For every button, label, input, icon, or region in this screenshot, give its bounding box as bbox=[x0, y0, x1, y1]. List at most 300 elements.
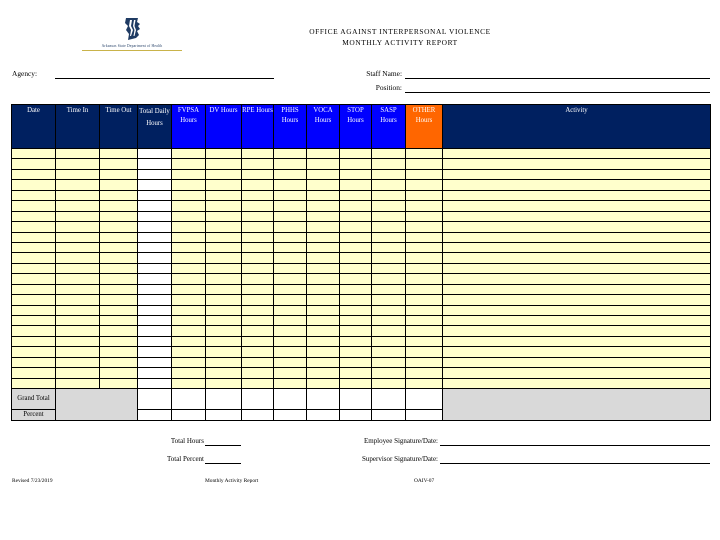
grand-total-fvpsa[interactable] bbox=[172, 389, 206, 410]
cell-stop-hours[interactable] bbox=[340, 211, 372, 221]
cell-phhs-hours[interactable] bbox=[274, 274, 307, 284]
cell-sasp-hours[interactable] bbox=[372, 316, 406, 326]
cell-fvpsa-hours[interactable] bbox=[172, 326, 206, 336]
cell-other-hours[interactable] bbox=[406, 211, 443, 221]
cell-time-in[interactable] bbox=[56, 305, 100, 315]
cell-phhs-hours[interactable] bbox=[274, 378, 307, 388]
cell-time-in[interactable] bbox=[56, 357, 100, 367]
cell-time-out[interactable] bbox=[100, 190, 138, 200]
cell-activity[interactable] bbox=[443, 378, 711, 388]
cell-phhs-hours[interactable] bbox=[274, 232, 307, 242]
cell-activity[interactable] bbox=[443, 242, 711, 252]
percent-stop[interactable] bbox=[340, 410, 372, 421]
cell-dv-hours[interactable] bbox=[206, 242, 242, 252]
percent-voca[interactable] bbox=[307, 410, 340, 421]
cell-voca-hours[interactable] bbox=[307, 305, 340, 315]
cell-time-out[interactable] bbox=[100, 305, 138, 315]
cell-voca-hours[interactable] bbox=[307, 232, 340, 242]
cell-total-daily-hours[interactable] bbox=[138, 169, 172, 179]
cell-date[interactable] bbox=[12, 211, 56, 221]
cell-activity[interactable] bbox=[443, 336, 711, 346]
cell-rpe-hours[interactable] bbox=[242, 378, 274, 388]
cell-sasp-hours[interactable] bbox=[372, 211, 406, 221]
cell-time-in[interactable] bbox=[56, 316, 100, 326]
cell-phhs-hours[interactable] bbox=[274, 253, 307, 263]
grand-total-rpe[interactable] bbox=[242, 389, 274, 410]
cell-activity[interactable] bbox=[443, 232, 711, 242]
cell-total-daily-hours[interactable] bbox=[138, 211, 172, 221]
cell-total-daily-hours[interactable] bbox=[138, 305, 172, 315]
cell-rpe-hours[interactable] bbox=[242, 316, 274, 326]
cell-fvpsa-hours[interactable] bbox=[172, 316, 206, 326]
cell-voca-hours[interactable] bbox=[307, 336, 340, 346]
cell-other-hours[interactable] bbox=[406, 274, 443, 284]
cell-other-hours[interactable] bbox=[406, 357, 443, 367]
cell-phhs-hours[interactable] bbox=[274, 211, 307, 221]
cell-time-out[interactable] bbox=[100, 201, 138, 211]
percent-sasp[interactable] bbox=[372, 410, 406, 421]
grand-total-voca[interactable] bbox=[307, 389, 340, 410]
cell-activity[interactable] bbox=[443, 169, 711, 179]
cell-stop-hours[interactable] bbox=[340, 347, 372, 357]
cell-time-in[interactable] bbox=[56, 326, 100, 336]
cell-dv-hours[interactable] bbox=[206, 284, 242, 294]
cell-activity[interactable] bbox=[443, 326, 711, 336]
cell-phhs-hours[interactable] bbox=[274, 347, 307, 357]
cell-rpe-hours[interactable] bbox=[242, 274, 274, 284]
cell-stop-hours[interactable] bbox=[340, 222, 372, 232]
cell-stop-hours[interactable] bbox=[340, 159, 372, 169]
cell-fvpsa-hours[interactable] bbox=[172, 347, 206, 357]
cell-other-hours[interactable] bbox=[406, 305, 443, 315]
cell-dv-hours[interactable] bbox=[206, 357, 242, 367]
cell-date[interactable] bbox=[12, 253, 56, 263]
cell-total-daily-hours[interactable] bbox=[138, 336, 172, 346]
grand-total-phhs[interactable] bbox=[274, 389, 307, 410]
cell-other-hours[interactable] bbox=[406, 149, 443, 159]
cell-total-daily-hours[interactable] bbox=[138, 180, 172, 190]
cell-dv-hours[interactable] bbox=[206, 253, 242, 263]
cell-date[interactable] bbox=[12, 222, 56, 232]
cell-fvpsa-hours[interactable] bbox=[172, 378, 206, 388]
cell-other-hours[interactable] bbox=[406, 263, 443, 273]
cell-voca-hours[interactable] bbox=[307, 201, 340, 211]
cell-phhs-hours[interactable] bbox=[274, 222, 307, 232]
cell-total-daily-hours[interactable] bbox=[138, 368, 172, 378]
cell-total-daily-hours[interactable] bbox=[138, 149, 172, 159]
cell-total-daily-hours[interactable] bbox=[138, 242, 172, 252]
cell-sasp-hours[interactable] bbox=[372, 149, 406, 159]
cell-voca-hours[interactable] bbox=[307, 253, 340, 263]
cell-fvpsa-hours[interactable] bbox=[172, 263, 206, 273]
cell-dv-hours[interactable] bbox=[206, 180, 242, 190]
cell-other-hours[interactable] bbox=[406, 169, 443, 179]
total-hours-input-line[interactable] bbox=[205, 445, 241, 446]
cell-date[interactable] bbox=[12, 263, 56, 273]
cell-voca-hours[interactable] bbox=[307, 295, 340, 305]
cell-total-daily-hours[interactable] bbox=[138, 159, 172, 169]
cell-rpe-hours[interactable] bbox=[242, 336, 274, 346]
cell-fvpsa-hours[interactable] bbox=[172, 222, 206, 232]
cell-total-daily-hours[interactable] bbox=[138, 201, 172, 211]
cell-sasp-hours[interactable] bbox=[372, 159, 406, 169]
grand-total-stop[interactable] bbox=[340, 389, 372, 410]
cell-other-hours[interactable] bbox=[406, 316, 443, 326]
cell-stop-hours[interactable] bbox=[340, 326, 372, 336]
cell-time-in[interactable] bbox=[56, 253, 100, 263]
cell-dv-hours[interactable] bbox=[206, 347, 242, 357]
cell-other-hours[interactable] bbox=[406, 253, 443, 263]
cell-dv-hours[interactable] bbox=[206, 263, 242, 273]
cell-sasp-hours[interactable] bbox=[372, 295, 406, 305]
cell-time-in[interactable] bbox=[56, 149, 100, 159]
cell-dv-hours[interactable] bbox=[206, 190, 242, 200]
cell-stop-hours[interactable] bbox=[340, 253, 372, 263]
cell-fvpsa-hours[interactable] bbox=[172, 305, 206, 315]
cell-dv-hours[interactable] bbox=[206, 336, 242, 346]
cell-time-in[interactable] bbox=[56, 190, 100, 200]
cell-date[interactable] bbox=[12, 368, 56, 378]
cell-stop-hours[interactable] bbox=[340, 295, 372, 305]
cell-fvpsa-hours[interactable] bbox=[172, 232, 206, 242]
cell-rpe-hours[interactable] bbox=[242, 242, 274, 252]
cell-activity[interactable] bbox=[443, 190, 711, 200]
cell-rpe-hours[interactable] bbox=[242, 295, 274, 305]
cell-time-out[interactable] bbox=[100, 368, 138, 378]
cell-other-hours[interactable] bbox=[406, 336, 443, 346]
position-input-line[interactable] bbox=[405, 92, 710, 93]
cell-total-daily-hours[interactable] bbox=[138, 347, 172, 357]
cell-sasp-hours[interactable] bbox=[372, 284, 406, 294]
cell-activity[interactable] bbox=[443, 284, 711, 294]
cell-dv-hours[interactable] bbox=[206, 295, 242, 305]
cell-stop-hours[interactable] bbox=[340, 232, 372, 242]
cell-rpe-hours[interactable] bbox=[242, 149, 274, 159]
employee-signature-line[interactable] bbox=[440, 445, 710, 446]
cell-total-daily-hours[interactable] bbox=[138, 316, 172, 326]
cell-phhs-hours[interactable] bbox=[274, 242, 307, 252]
cell-time-in[interactable] bbox=[56, 336, 100, 346]
cell-rpe-hours[interactable] bbox=[242, 357, 274, 367]
cell-sasp-hours[interactable] bbox=[372, 190, 406, 200]
cell-sasp-hours[interactable] bbox=[372, 378, 406, 388]
cell-time-out[interactable] bbox=[100, 242, 138, 252]
percent-dv[interactable] bbox=[206, 410, 242, 421]
cell-phhs-hours[interactable] bbox=[274, 305, 307, 315]
cell-total-daily-hours[interactable] bbox=[138, 274, 172, 284]
cell-dv-hours[interactable] bbox=[206, 368, 242, 378]
cell-stop-hours[interactable] bbox=[340, 190, 372, 200]
cell-dv-hours[interactable] bbox=[206, 211, 242, 221]
cell-stop-hours[interactable] bbox=[340, 274, 372, 284]
cell-date[interactable] bbox=[12, 169, 56, 179]
cell-rpe-hours[interactable] bbox=[242, 232, 274, 242]
cell-date[interactable] bbox=[12, 232, 56, 242]
cell-rpe-hours[interactable] bbox=[242, 326, 274, 336]
cell-time-out[interactable] bbox=[100, 378, 138, 388]
cell-total-daily-hours[interactable] bbox=[138, 378, 172, 388]
cell-time-out[interactable] bbox=[100, 336, 138, 346]
cell-time-out[interactable] bbox=[100, 232, 138, 242]
grand-total-dv[interactable] bbox=[206, 389, 242, 410]
cell-time-out[interactable] bbox=[100, 169, 138, 179]
cell-activity[interactable] bbox=[443, 263, 711, 273]
cell-sasp-hours[interactable] bbox=[372, 180, 406, 190]
cell-voca-hours[interactable] bbox=[307, 357, 340, 367]
cell-time-in[interactable] bbox=[56, 378, 100, 388]
cell-voca-hours[interactable] bbox=[307, 190, 340, 200]
cell-activity[interactable] bbox=[443, 357, 711, 367]
cell-activity[interactable] bbox=[443, 368, 711, 378]
cell-phhs-hours[interactable] bbox=[274, 295, 307, 305]
cell-stop-hours[interactable] bbox=[340, 284, 372, 294]
cell-rpe-hours[interactable] bbox=[242, 211, 274, 221]
cell-total-daily-hours[interactable] bbox=[138, 232, 172, 242]
cell-voca-hours[interactable] bbox=[307, 378, 340, 388]
cell-activity[interactable] bbox=[443, 180, 711, 190]
cell-dv-hours[interactable] bbox=[206, 159, 242, 169]
cell-rpe-hours[interactable] bbox=[242, 305, 274, 315]
cell-date[interactable] bbox=[12, 336, 56, 346]
cell-date[interactable] bbox=[12, 284, 56, 294]
cell-fvpsa-hours[interactable] bbox=[172, 368, 206, 378]
grand-total-other[interactable] bbox=[406, 389, 443, 410]
grand-total-total-daily[interactable] bbox=[138, 389, 172, 410]
cell-phhs-hours[interactable] bbox=[274, 190, 307, 200]
cell-other-hours[interactable] bbox=[406, 284, 443, 294]
cell-voca-hours[interactable] bbox=[307, 169, 340, 179]
cell-dv-hours[interactable] bbox=[206, 222, 242, 232]
cell-time-in[interactable] bbox=[56, 274, 100, 284]
cell-stop-hours[interactable] bbox=[340, 242, 372, 252]
cell-other-hours[interactable] bbox=[406, 222, 443, 232]
cell-total-daily-hours[interactable] bbox=[138, 357, 172, 367]
cell-date[interactable] bbox=[12, 326, 56, 336]
cell-dv-hours[interactable] bbox=[206, 316, 242, 326]
cell-date[interactable] bbox=[12, 159, 56, 169]
cell-time-out[interactable] bbox=[100, 284, 138, 294]
cell-voca-hours[interactable] bbox=[307, 180, 340, 190]
cell-rpe-hours[interactable] bbox=[242, 190, 274, 200]
cell-stop-hours[interactable] bbox=[340, 357, 372, 367]
cell-time-out[interactable] bbox=[100, 347, 138, 357]
cell-stop-hours[interactable] bbox=[340, 378, 372, 388]
cell-phhs-hours[interactable] bbox=[274, 201, 307, 211]
cell-sasp-hours[interactable] bbox=[372, 242, 406, 252]
cell-phhs-hours[interactable] bbox=[274, 149, 307, 159]
cell-dv-hours[interactable] bbox=[206, 326, 242, 336]
cell-phhs-hours[interactable] bbox=[274, 357, 307, 367]
cell-activity[interactable] bbox=[443, 159, 711, 169]
cell-fvpsa-hours[interactable] bbox=[172, 242, 206, 252]
cell-total-daily-hours[interactable] bbox=[138, 295, 172, 305]
cell-voca-hours[interactable] bbox=[307, 263, 340, 273]
cell-sasp-hours[interactable] bbox=[372, 232, 406, 242]
cell-rpe-hours[interactable] bbox=[242, 263, 274, 273]
cell-fvpsa-hours[interactable] bbox=[172, 295, 206, 305]
cell-sasp-hours[interactable] bbox=[372, 368, 406, 378]
cell-sasp-hours[interactable] bbox=[372, 336, 406, 346]
cell-sasp-hours[interactable] bbox=[372, 222, 406, 232]
cell-stop-hours[interactable] bbox=[340, 201, 372, 211]
grand-total-sasp[interactable] bbox=[372, 389, 406, 410]
cell-fvpsa-hours[interactable] bbox=[172, 180, 206, 190]
cell-activity[interactable] bbox=[443, 347, 711, 357]
cell-phhs-hours[interactable] bbox=[274, 284, 307, 294]
cell-time-out[interactable] bbox=[100, 357, 138, 367]
percent-phhs[interactable] bbox=[274, 410, 307, 421]
cell-dv-hours[interactable] bbox=[206, 232, 242, 242]
cell-phhs-hours[interactable] bbox=[274, 316, 307, 326]
percent-other[interactable] bbox=[406, 410, 443, 421]
cell-time-out[interactable] bbox=[100, 211, 138, 221]
cell-sasp-hours[interactable] bbox=[372, 263, 406, 273]
cell-fvpsa-hours[interactable] bbox=[172, 284, 206, 294]
cell-other-hours[interactable] bbox=[406, 368, 443, 378]
cell-phhs-hours[interactable] bbox=[274, 263, 307, 273]
cell-activity[interactable] bbox=[443, 222, 711, 232]
cell-voca-hours[interactable] bbox=[307, 326, 340, 336]
cell-date[interactable] bbox=[12, 180, 56, 190]
percent-total-daily[interactable] bbox=[138, 410, 172, 421]
cell-other-hours[interactable] bbox=[406, 159, 443, 169]
cell-fvpsa-hours[interactable] bbox=[172, 211, 206, 221]
cell-sasp-hours[interactable] bbox=[372, 201, 406, 211]
cell-time-out[interactable] bbox=[100, 149, 138, 159]
cell-activity[interactable] bbox=[443, 201, 711, 211]
cell-date[interactable] bbox=[12, 357, 56, 367]
cell-time-out[interactable] bbox=[100, 274, 138, 284]
cell-activity[interactable] bbox=[443, 295, 711, 305]
cell-date[interactable] bbox=[12, 305, 56, 315]
cell-activity[interactable] bbox=[443, 305, 711, 315]
cell-stop-hours[interactable] bbox=[340, 180, 372, 190]
cell-voca-hours[interactable] bbox=[307, 222, 340, 232]
cell-dv-hours[interactable] bbox=[206, 149, 242, 159]
cell-time-in[interactable] bbox=[56, 222, 100, 232]
cell-other-hours[interactable] bbox=[406, 201, 443, 211]
cell-dv-hours[interactable] bbox=[206, 274, 242, 284]
cell-time-out[interactable] bbox=[100, 253, 138, 263]
cell-activity[interactable] bbox=[443, 211, 711, 221]
cell-other-hours[interactable] bbox=[406, 326, 443, 336]
cell-time-in[interactable] bbox=[56, 284, 100, 294]
cell-stop-hours[interactable] bbox=[340, 368, 372, 378]
agency-input-line[interactable] bbox=[55, 78, 274, 79]
cell-phhs-hours[interactable] bbox=[274, 368, 307, 378]
cell-total-daily-hours[interactable] bbox=[138, 222, 172, 232]
cell-sasp-hours[interactable] bbox=[372, 169, 406, 179]
cell-activity[interactable] bbox=[443, 316, 711, 326]
cell-fvpsa-hours[interactable] bbox=[172, 159, 206, 169]
cell-rpe-hours[interactable] bbox=[242, 180, 274, 190]
cell-other-hours[interactable] bbox=[406, 232, 443, 242]
cell-time-out[interactable] bbox=[100, 222, 138, 232]
cell-other-hours[interactable] bbox=[406, 190, 443, 200]
cell-other-hours[interactable] bbox=[406, 378, 443, 388]
cell-phhs-hours[interactable] bbox=[274, 159, 307, 169]
cell-voca-hours[interactable] bbox=[307, 149, 340, 159]
cell-sasp-hours[interactable] bbox=[372, 253, 406, 263]
cell-date[interactable] bbox=[12, 190, 56, 200]
cell-fvpsa-hours[interactable] bbox=[172, 169, 206, 179]
cell-date[interactable] bbox=[12, 274, 56, 284]
cell-time-in[interactable] bbox=[56, 295, 100, 305]
percent-rpe[interactable] bbox=[242, 410, 274, 421]
cell-dv-hours[interactable] bbox=[206, 378, 242, 388]
cell-time-in[interactable] bbox=[56, 159, 100, 169]
cell-rpe-hours[interactable] bbox=[242, 169, 274, 179]
cell-stop-hours[interactable] bbox=[340, 336, 372, 346]
cell-rpe-hours[interactable] bbox=[242, 347, 274, 357]
cell-time-out[interactable] bbox=[100, 326, 138, 336]
cell-date[interactable] bbox=[12, 201, 56, 211]
cell-time-out[interactable] bbox=[100, 180, 138, 190]
cell-total-daily-hours[interactable] bbox=[138, 253, 172, 263]
cell-date[interactable] bbox=[12, 347, 56, 357]
cell-rpe-hours[interactable] bbox=[242, 284, 274, 294]
cell-phhs-hours[interactable] bbox=[274, 336, 307, 346]
cell-date[interactable] bbox=[12, 378, 56, 388]
cell-phhs-hours[interactable] bbox=[274, 180, 307, 190]
cell-rpe-hours[interactable] bbox=[242, 201, 274, 211]
cell-voca-hours[interactable] bbox=[307, 368, 340, 378]
cell-date[interactable] bbox=[12, 242, 56, 252]
cell-dv-hours[interactable] bbox=[206, 169, 242, 179]
cell-date[interactable] bbox=[12, 316, 56, 326]
cell-total-daily-hours[interactable] bbox=[138, 190, 172, 200]
cell-time-in[interactable] bbox=[56, 347, 100, 357]
cell-time-out[interactable] bbox=[100, 159, 138, 169]
cell-time-out[interactable] bbox=[100, 263, 138, 273]
cell-time-in[interactable] bbox=[56, 201, 100, 211]
cell-time-in[interactable] bbox=[56, 242, 100, 252]
cell-time-in[interactable] bbox=[56, 211, 100, 221]
cell-time-in[interactable] bbox=[56, 169, 100, 179]
cell-rpe-hours[interactable] bbox=[242, 368, 274, 378]
cell-time-in[interactable] bbox=[56, 180, 100, 190]
cell-fvpsa-hours[interactable] bbox=[172, 201, 206, 211]
cell-activity[interactable] bbox=[443, 149, 711, 159]
cell-fvpsa-hours[interactable] bbox=[172, 149, 206, 159]
cell-stop-hours[interactable] bbox=[340, 316, 372, 326]
staff-name-input-line[interactable] bbox=[405, 78, 710, 79]
cell-stop-hours[interactable] bbox=[340, 305, 372, 315]
cell-other-hours[interactable] bbox=[406, 242, 443, 252]
cell-rpe-hours[interactable] bbox=[242, 253, 274, 263]
cell-voca-hours[interactable] bbox=[307, 159, 340, 169]
cell-total-daily-hours[interactable] bbox=[138, 284, 172, 294]
total-percent-input-line[interactable] bbox=[205, 463, 241, 464]
cell-activity[interactable] bbox=[443, 253, 711, 263]
cell-date[interactable] bbox=[12, 149, 56, 159]
cell-fvpsa-hours[interactable] bbox=[172, 253, 206, 263]
cell-rpe-hours[interactable] bbox=[242, 159, 274, 169]
cell-sasp-hours[interactable] bbox=[372, 347, 406, 357]
cell-rpe-hours[interactable] bbox=[242, 222, 274, 232]
cell-time-in[interactable] bbox=[56, 232, 100, 242]
cell-sasp-hours[interactable] bbox=[372, 274, 406, 284]
cell-sasp-hours[interactable] bbox=[372, 357, 406, 367]
cell-fvpsa-hours[interactable] bbox=[172, 190, 206, 200]
cell-phhs-hours[interactable] bbox=[274, 326, 307, 336]
cell-time-in[interactable] bbox=[56, 368, 100, 378]
cell-voca-hours[interactable] bbox=[307, 316, 340, 326]
cell-fvpsa-hours[interactable] bbox=[172, 336, 206, 346]
cell-voca-hours[interactable] bbox=[307, 347, 340, 357]
percent-fvpsa[interactable] bbox=[172, 410, 206, 421]
cell-voca-hours[interactable] bbox=[307, 274, 340, 284]
